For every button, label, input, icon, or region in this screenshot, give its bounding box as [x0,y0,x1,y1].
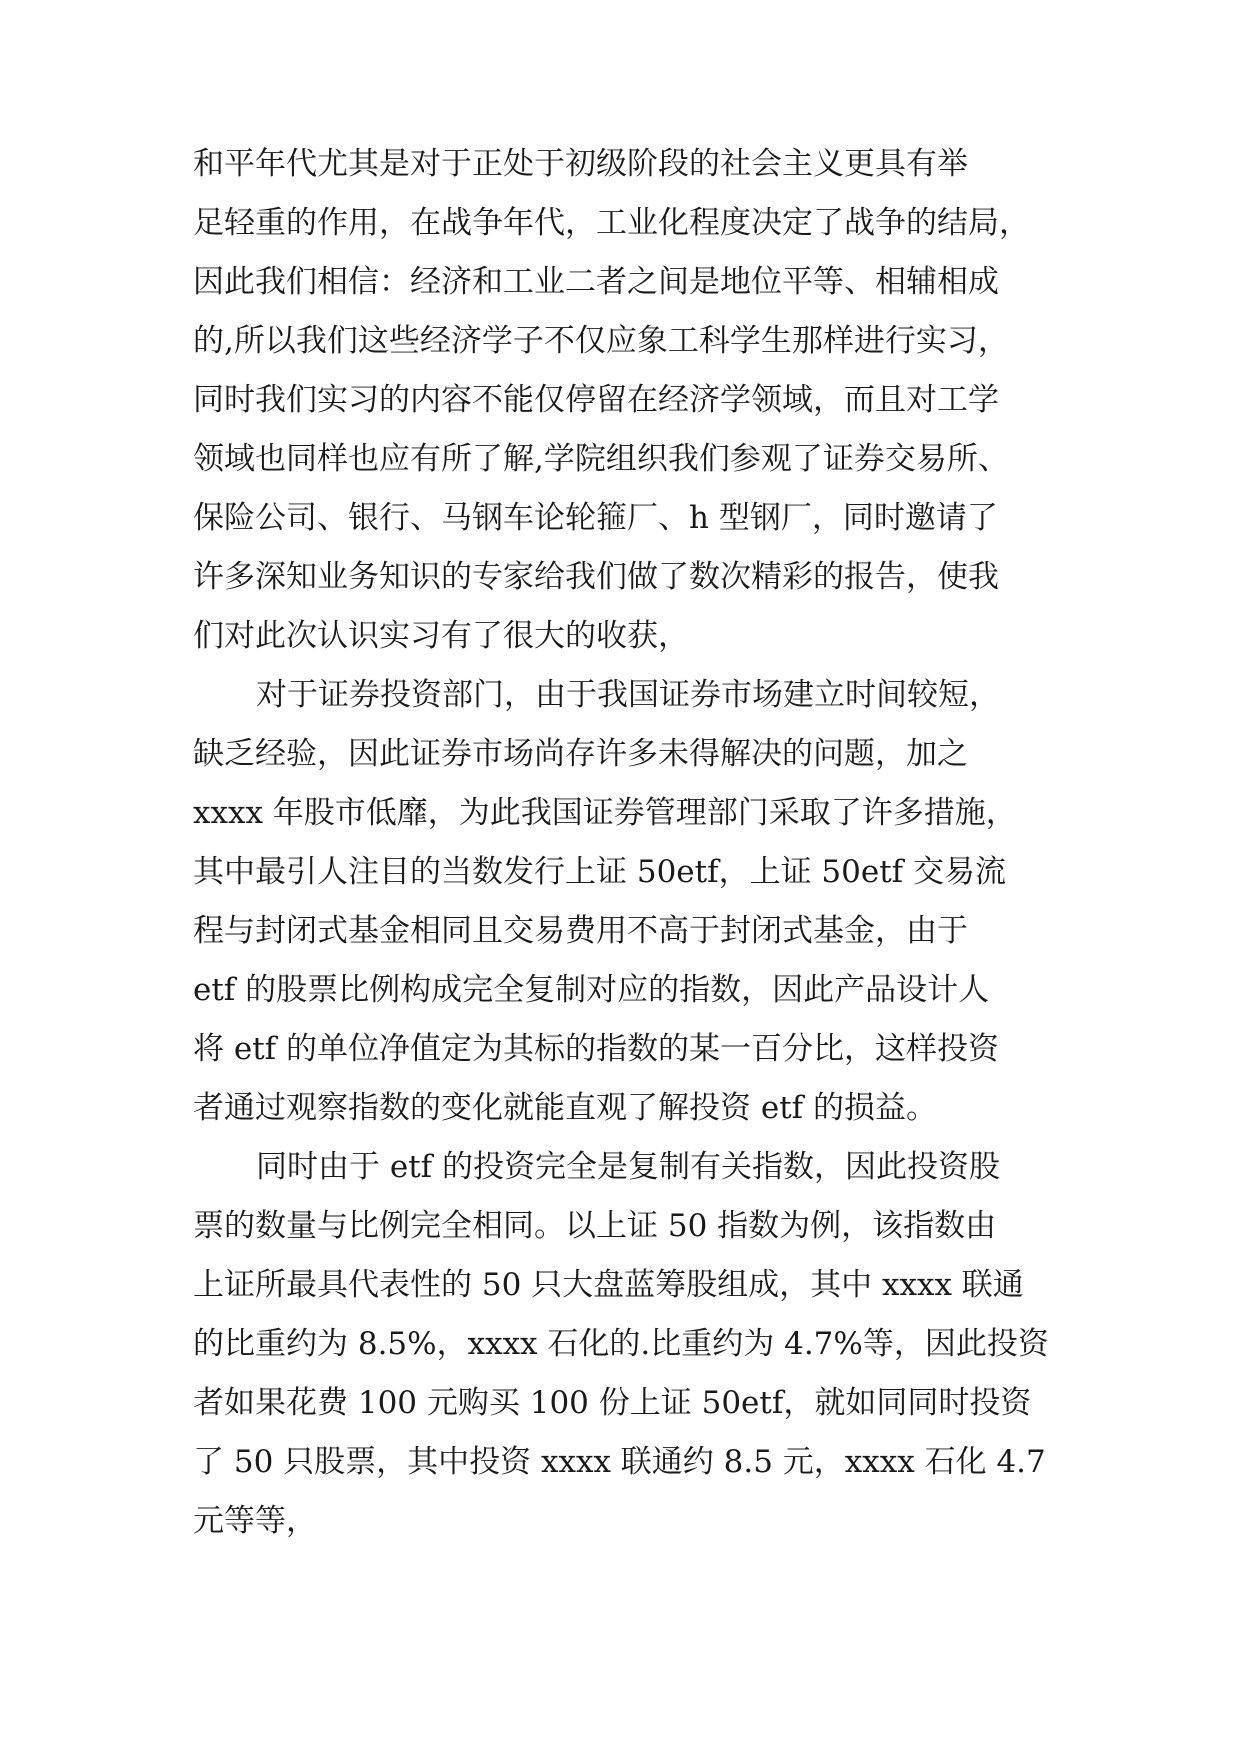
text-line: 同时由于 etf 的投资完全是复制有关指数，因此投资股 [256,1149,1000,1185]
text-line: 和平年代尤其是对于正处于初级阶段的社会主义更具有举 [193,146,968,182]
text-line: 元等等， [193,1503,317,1539]
text-line: 的比重约为 8.5%，xxxx 石化的.比重约为 4.7%等，因此投资 [193,1326,1049,1362]
text-line: 保险公司、银行、马钢车论轮箍厂、h 型钢厂，同时邀请了 [193,500,998,536]
text-line: 因此我们相信：经济和工业二者之间是地位平等、相辅相成 [193,264,999,300]
text-line: 将 etf 的单位净值定为其标的指数的某一百分比，这样投资 [193,1031,999,1067]
text-line: 许多深知业务知识的专家给我们做了数次精彩的报告，使我 [193,559,999,595]
text-line: xxxx 年股市低靡，为此我国证券管理部门采取了许多措施， [193,795,1017,831]
text-line: 们对此次认识实习有了很大的收获， [193,618,689,654]
text-line: 的,所以我们这些经济学子不仅应象工科学生那样进行实习， [193,323,1009,359]
text-line: 者通过观察指数的变化就能直观了解投资 etf 的损益。 [193,1090,937,1126]
text-line: 程与封闭式基金相同且交易费用不高于封闭式基金，由于 [193,913,968,949]
text-line: 缺乏经验，因此证券市场尚存许多未得解决的问题，加之 [193,736,968,772]
text-line: 对于证券投资部门，由于我国证券市场建立时间较短， [256,677,1000,713]
text-line: 上证所最具代表性的 50 只大盘蓝筹股组成，其中 xxxx 联通 [193,1267,1024,1303]
text-line: 同时我们实习的内容不能仅停留在经济学领域，而且对工学 [193,382,999,418]
text-line: 了 50 只股票，其中投资 xxxx 联通约 8.5 元，xxxx 石化 4.7 [193,1444,1046,1480]
text-line: etf 的股票比例构成完全复制对应的指数，因此产品设计人 [193,972,990,1008]
text-line: 者如果花费 100 元购买 100 份上证 50etf，就如同同时投资 [193,1385,1032,1421]
text-line: 其中最引人注目的当数发行上证 50etf，上证 50etf 交易流 [193,854,1007,890]
text-line: 足轻重的作用，在战争年代，工业化程度决定了战争的结局， [193,205,1030,241]
text-line: 领域也同样也应有所了解,学院组织我们参观了证券交易所、 [193,441,1009,477]
text-line: 票的数量与比例完全相同。以上证 50 指数为例，该指数由 [193,1208,997,1244]
